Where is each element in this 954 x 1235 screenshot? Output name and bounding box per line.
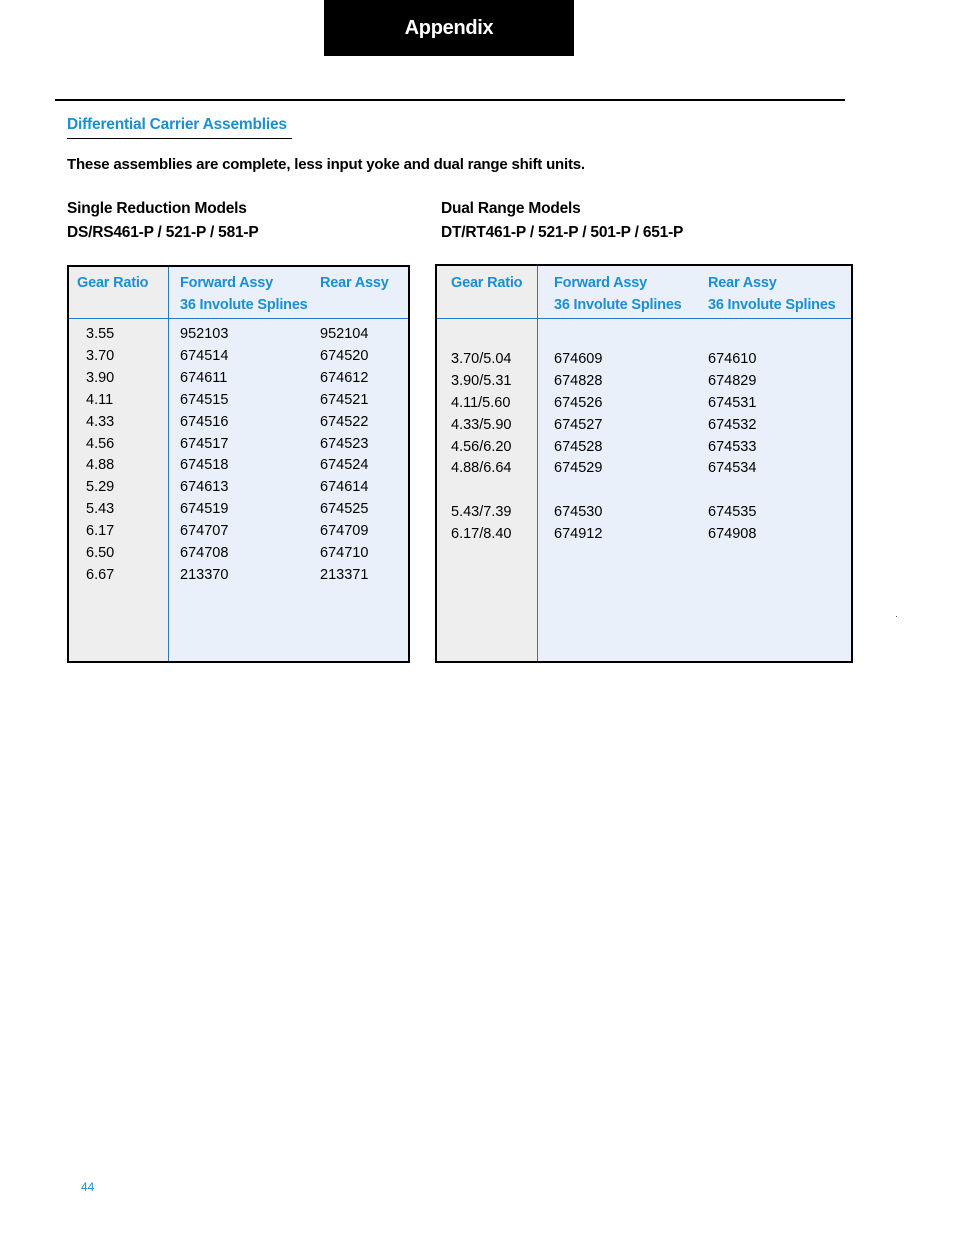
table-cell-rear: 674535 [708, 504, 757, 521]
gear-ratio-column-bg [69, 267, 168, 661]
stray-mark [896, 616, 897, 617]
table-cell-rear: 952104 [320, 326, 369, 342]
table-cell-fwd: 674514 [180, 347, 229, 364]
table-cell-rear: 674534 [708, 460, 757, 477]
rear-assy-header: Rear Assy [320, 275, 389, 291]
header-rule [55, 99, 845, 101]
table-cell-gear: 6.67 [86, 566, 115, 583]
table-cell-fwd: 674912 [554, 526, 603, 543]
table-cell-gear: 5.43/7.39 [451, 504, 512, 521]
table-cell-gear: 6.17 [86, 523, 115, 540]
table-cell-gear: 3.90/5.31 [451, 372, 512, 389]
dual-range-title: Dual Range Models [441, 200, 581, 217]
gear-ratio-header: Gear Ratio [451, 275, 523, 291]
single-reduction-models: DS/RS461-P / 521-P / 581-P [67, 224, 259, 241]
table-cell-fwd: 674613 [180, 479, 229, 496]
page-number: 44 [81, 1180, 95, 1194]
rear-assy-header: Rear Assy 36 Involute Splines [708, 275, 836, 313]
table-cell-rear: 674520 [320, 347, 369, 364]
table-cell-rear: 674523 [320, 435, 369, 452]
table-cell-fwd: 674529 [554, 460, 603, 477]
table-cell-gear: 4.88/6.64 [451, 460, 512, 477]
table-cell-gear: 3.90 [86, 369, 115, 386]
table-cell-rear: 674829 [708, 372, 757, 389]
header-divider [437, 318, 851, 319]
table-cell-gear: 5.43 [86, 501, 115, 518]
gear-ratio-header: Gear Ratio [77, 275, 149, 291]
table-cell-fwd: 674708 [180, 545, 229, 561]
table-cell-gear: 4.11/5.60 [451, 394, 511, 411]
table-cell-rear: 674524 [320, 457, 369, 474]
column-divider [168, 267, 169, 661]
table-cell-gear: 4.33 [86, 413, 115, 430]
table-cell-rear: 674610 [708, 350, 757, 367]
table-cell-rear: 674710 [320, 545, 369, 561]
table-cell-rear: 213371 [320, 566, 369, 583]
table-cell-fwd: 674530 [554, 504, 603, 521]
table-cell-gear: 4.11 [86, 391, 114, 408]
dual-range-table [435, 264, 853, 663]
table-cell-rear: 674522 [320, 413, 369, 430]
single-reduction-heading [67, 197, 259, 245]
dual-range-models: DT/RT461-P / 521-P / 501-P / 651-P [441, 224, 684, 241]
table-cell-gear: 3.55 [86, 326, 115, 342]
table-cell-fwd: 674526 [554, 394, 603, 411]
single-reduction-title: Single Reduction Models [67, 200, 247, 217]
dual-range-heading [441, 197, 683, 245]
single-reduction-table [67, 265, 410, 663]
forward-assy-header: Forward Assy 36 Involute Splines [554, 275, 682, 313]
table-cell-gear: 4.56/6.20 [451, 438, 512, 455]
appendix-tab [324, 0, 574, 56]
table-cell-gear: 4.56 [86, 435, 115, 452]
table-cell-rear: 674531 [708, 394, 757, 411]
table-cell-rear: 674525 [320, 501, 369, 518]
table-cell-fwd: 213370 [180, 566, 229, 583]
table-cell-fwd: 674516 [180, 413, 229, 430]
table-cell-gear: 3.70/5.04 [451, 350, 512, 367]
table-cell-gear: 4.33/5.90 [451, 416, 512, 433]
table-cell-rear: 674533 [708, 438, 757, 455]
table-cell-rear: 674521 [320, 391, 369, 408]
table-cell-fwd: 674528 [554, 438, 603, 455]
table-cell-gear: 6.17/8.40 [451, 526, 512, 543]
table-cell-fwd: 674519 [180, 501, 229, 518]
table-cell-fwd: 674527 [554, 416, 603, 433]
table-cell-rear: 674612 [320, 369, 369, 386]
table-cell-fwd: 674609 [554, 350, 603, 367]
section-title-underline [67, 138, 292, 139]
section-title: Differential Carrier Assemblies [67, 116, 287, 133]
table-cell-fwd: 674828 [554, 372, 603, 389]
table-cell-rear: 674908 [708, 526, 757, 543]
column-divider [537, 266, 538, 661]
table-cell-fwd: 674517 [180, 435, 229, 452]
appendix-tab-label: Appendix [404, 16, 494, 39]
table-cell-gear: 3.70 [86, 347, 115, 364]
table-cell-fwd: 674611 [180, 369, 228, 386]
table-cell-rear: 674709 [320, 523, 369, 540]
table-cell-fwd: 674518 [180, 457, 229, 474]
table-cell-gear: 5.29 [86, 479, 115, 496]
table-cell-gear: 6.50 [86, 545, 115, 561]
table-cell-rear: 674614 [320, 479, 369, 496]
table-cell-fwd: 952103 [180, 326, 229, 342]
table-cell-rear: 674532 [708, 416, 757, 433]
intro-text: These assemblies are complete, less input yoke and dual range shift units. [67, 156, 585, 173]
table-cell-gear: 4.88 [86, 457, 115, 474]
header-divider [69, 318, 408, 319]
table-cell-fwd: 674515 [180, 391, 229, 408]
table-cell-fwd: 674707 [180, 523, 229, 540]
forward-assy-header: Forward Assy 36 Involute Splines [180, 275, 308, 313]
